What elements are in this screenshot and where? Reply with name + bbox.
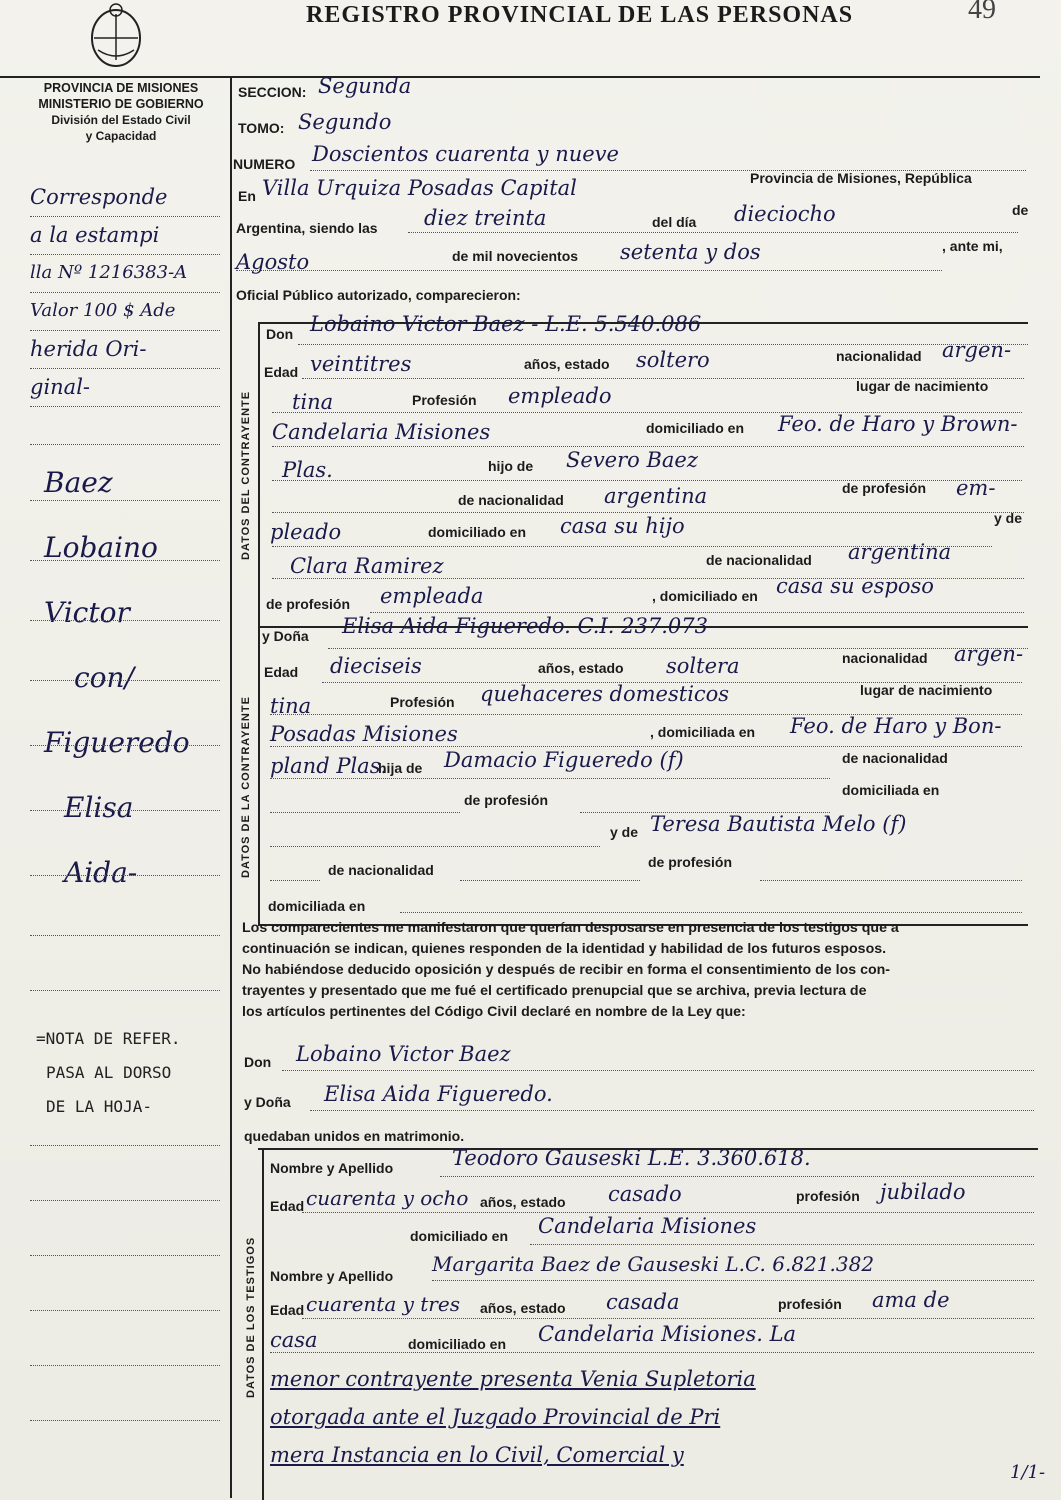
nacionalidad-label-2: nacionalidad [842,650,928,666]
tomo-value: Segundo [298,110,392,134]
paragraph-line: continuación se indican, quienes responden de la identidad y habilidad de los futuros esposos. [242,941,887,957]
hija-label: hija de [378,760,423,776]
t2-estado: casada [606,1290,680,1314]
t2-prof-label: profesión [778,1296,842,1312]
t1-nombre: Teodoro Gauseski L.E. 3.360.618. [452,1146,811,1170]
contrayenta-lugar-nac: Posadas Misiones [270,722,458,746]
t1-edad-label: Edad [270,1198,305,1214]
margin-line: ginal- [30,375,91,399]
anios-estado-text-2: años, estado [538,660,624,676]
margin-name: Victor [44,596,130,629]
numero-value: Doscientos cuarenta y nueve [312,142,619,166]
hijo-label: hijo de [488,458,534,474]
seccion-value: Segunda [318,74,412,98]
document-title: REGISTRO PROVINCIAL DE LAS PERSONAS [306,2,854,28]
oficial-text: Oficial Público autorizado, comparecieron: [236,287,521,303]
org-line: PROVINCIA DE MISIONES [43,81,199,95]
paragraph-line: trayentes y presentado que me fué el certificado prenupcial que se archiva, previa lectura de [242,983,867,999]
margin-line: Valor 100 $ Ade [30,300,176,321]
page-number: 49 [968,0,996,25]
margin-line: Corresponde [30,185,168,209]
footer-mark: 1/1- [1010,1462,1046,1483]
mil-text: de mil novecientos [452,248,579,264]
margin-name: con/ [74,661,135,694]
t2-edad-label: Edad [270,1302,305,1318]
nacionalidad-label: nacionalidad [836,348,922,364]
padre-nac: argentina [604,484,708,508]
paragraph-line: Los comparecientes me manifestaron que querían desposarse en presencia de los testigos que a [242,920,899,936]
dia-value: dieciocho [734,202,836,226]
section-label-testigos: DATOS DE LOS TESTIGOS [245,1236,257,1398]
decl-don-label: Don [244,1054,272,1070]
declaration-paragraph [242,918,899,1023]
madre-dom: casa su esposo [776,574,934,598]
margin-name: Aida- [64,856,138,889]
decl-dona-label: y Doña [244,1094,291,1110]
lugar-nac-label: lugar de nacimiento [856,378,989,394]
lugar-value: Villa Urquiza Posadas Capital [262,176,577,200]
padre-nombre: Severo Baez [566,448,698,472]
madre-nombre: Clara Ramirez [290,554,444,578]
madre-prof-label-2: de profesión [648,854,733,870]
contrayente-nac-1: argen- [942,338,1012,362]
de-prof-label: de profesión [842,480,927,496]
nota-line: otorgada ante el Juzgado Provincial de Pri [270,1405,721,1429]
contrayenta-nombre: Elisa Aida Figueredo. C.I. 237.073 [342,614,708,638]
edad-label: Edad [264,364,299,380]
decl-don: Lobaino Victor Baez [296,1042,511,1066]
contrayenta-padre: Damacio Figueredo (f) [444,748,684,772]
contrayente-edad: veintitres [310,352,412,376]
t2-dom: Candelaria Misiones. La [538,1322,797,1346]
org-block [26,80,216,144]
madre-nac-label-2: de nacionalidad [328,862,434,878]
margin-line: herida Ori- [30,337,147,361]
t1-anios-text: años, estado [480,1194,566,1210]
del-dia-text: del día [652,214,697,230]
nota-line: mera Instancia en lo Civil, Comercial y [270,1443,684,1467]
margin-names [44,450,190,905]
paragraph-line: No habiéndose deducido oposición y después de recibir en forma el consentimiento de los con- [242,962,891,978]
contrayente-estado: soltero [636,348,710,372]
contrayente-nombre: Lobaino Victor Baez - L.E. 5.540.086 [310,312,702,336]
madre-nac-label: de nacionalidad [706,552,812,568]
profesion-label-2: Profesión [390,694,455,710]
org-line: División del Estado Civil [51,113,191,127]
anio-value: setenta y dos [620,240,761,264]
t1-nombre-label: Nombre y Apellido [270,1160,394,1176]
t1-dom-label: domiciliado en [410,1228,509,1244]
domiciliado-label: domiciliado en [646,420,745,436]
lugar-nac-label-2: lugar de nacimiento [860,682,993,698]
margin-line: lla Nº 1216383-A [30,262,188,283]
section-label-contrayenta: DATOS DE LA CONTRAYENTE [240,696,252,878]
don-label: Don [266,326,294,342]
decl-dona: Elisa Aida Figueredo. [324,1082,553,1106]
t2-nombre: Margarita Baez de Gauseski L.C. 6.821.382 [432,1252,875,1276]
y-de-text: y de [994,510,1023,526]
t2-dom-label: domiciliado en [408,1336,507,1352]
dom-label-2: domiciliada en [842,782,940,798]
section-label-contrayente: DATOS DEL CONTRAYENTE [240,390,252,560]
numero-label: NUMERO [233,156,296,172]
de-nac-label-2: de nacionalidad [842,750,948,766]
t2-edad: cuarenta y tres [306,1292,460,1316]
margin-name: Figueredo [44,726,190,759]
mes-value: Agosto [236,250,310,274]
madre-prof-label: de profesión [266,596,351,612]
margin-line: PASA AL DORSO [46,1063,172,1082]
en-label: En [238,188,256,204]
y-de-text-2: y de [610,824,639,840]
domiciliada-label: , domiciliada en [650,724,756,740]
tomo-label: TOMO: [238,120,285,136]
t2-anios-text: años, estado [480,1300,566,1316]
madre-dom-label-2: domiciliada en [268,898,366,914]
org-line: y Capacidad [85,129,157,143]
padre-prof-1: em- [956,476,996,500]
profesion-label: Profesión [412,392,477,408]
org-line: MINISTERIO DE GOBIERNO [38,97,204,111]
madre-dom-label: , domiciliado en [652,588,758,604]
madre-nac: argentina [848,540,952,564]
margin-name: Baez [44,466,113,499]
argentina-text: Argentina, siendo las [236,220,378,236]
de-nac-label: de nacionalidad [458,492,564,508]
madre-prof: empleada [380,584,484,608]
contrayenta-profesion: quehaceres domesticos [480,682,730,706]
margin-name: Elisa [64,791,134,824]
anios-estado-text: años, estado [524,356,610,372]
contrayenta-nac-1: argen- [954,642,1024,666]
t2-prof-2: casa [270,1328,318,1352]
edad-label-2: Edad [264,664,299,680]
contrayenta-nac-2: tina [270,694,312,718]
paragraph-line: los artículos pertinentes del Código Civil declaré en nombre de la Ley que: [242,1004,746,1020]
padre-dom: casa su hijo [560,514,685,538]
t2-prof-1: ama de [872,1288,950,1312]
t1-dom: Candelaria Misiones [538,1214,757,1238]
contrayente-domicilio-1: Feo. de Haro y Brown- [778,412,1018,436]
contrayente-nac-2: tina [292,390,334,414]
t1-edad: cuarenta y ocho [306,1186,469,1210]
unidos-text: quedaban unidos en matrimonio. [244,1128,465,1144]
t1-prof-label: profesión [796,1188,860,1204]
nota-line: menor contrayente presenta Venia Supletoria [270,1367,756,1391]
contrayenta-estado: soltera [666,654,740,678]
margin-note-refer [36,1022,181,1124]
nota-venia [270,1360,756,1474]
hora-value: diez treinta [424,206,547,230]
t1-prof: jubilado [880,1180,966,1204]
dona-label: y Doña [262,628,309,644]
contrayente-domicilio-2: Plas. [282,458,333,482]
de-text: de [1012,202,1029,218]
provincia-text: Provincia de Misiones, República [750,170,972,186]
t1-estado: casado [608,1182,682,1206]
contrayenta-domicilio-1: Feo. de Haro y Bon- [790,714,1002,738]
padre-dom-label: domiciliado en [428,524,527,540]
margin-line: =NOTA DE REFER. [36,1029,181,1048]
de-prof-label-2: de profesión [464,792,549,808]
t2-nombre-label: Nombre y Apellido [270,1268,394,1284]
contrayente-lugar-nac: Candelaria Misiones [272,420,491,444]
contrayente-profesion: empleado [508,384,612,408]
margin-line: DE LA HOJA- [46,1097,152,1116]
margin-line: a la estampi [30,223,160,247]
padre-prof-2: pleado [270,520,342,544]
seccion-label: SECCION: [238,84,307,100]
contrayenta-madre: Teresa Bautista Melo (f) [650,812,907,836]
contrayenta-domicilio-2: pland Plas. [270,754,388,778]
argentine-seal-icon [86,0,146,70]
contrayenta-edad: dieciseis [330,654,422,678]
margin-name: Lobaino [44,531,158,564]
ante-text: , ante mi, [942,238,1003,254]
